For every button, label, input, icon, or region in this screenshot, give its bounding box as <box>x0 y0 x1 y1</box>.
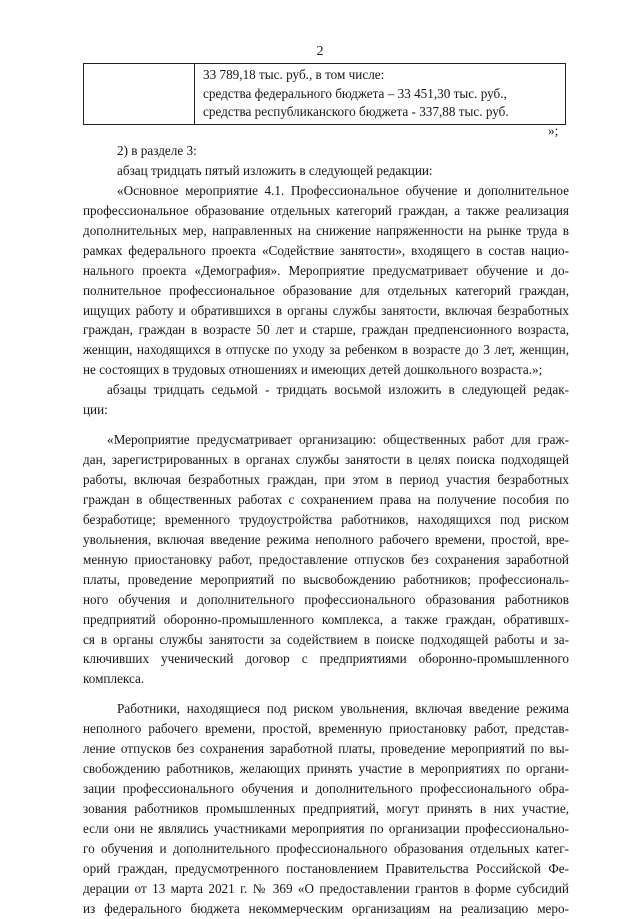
paragraph-line: нального проекта «Демография». Мероприятие предусматривает обучение и до- <box>83 262 569 278</box>
paragraph-line: орий граждан, предусмотренного постановлением Правительства Российской Фе- <box>83 860 569 876</box>
table-row <box>84 64 566 125</box>
paragraph-line: зования работников промышленных предприятий, могут принять в них участие, <box>83 801 569 816</box>
funding-republic-line: средства республиканского бюджета - 337,88 тыс. руб. <box>203 104 509 119</box>
paragraph-line: из федерального бюджета некоммерческим организациям на реализацию меро- <box>83 900 569 916</box>
paragraph-line: Работники, находящиеся под риском увольнения, включая введение режима <box>117 701 569 717</box>
table-funding-cell <box>195 64 566 125</box>
paragraph-line: увольнения, включая введение режима неполного рабочего времени, простой, вре- <box>83 531 569 547</box>
funding-total-line: 33 789,18 тыс. руб., в том числе: <box>203 67 385 82</box>
paragraph-line: не состоящих в трудовых отношениях и имеющих детей дошкольного возраста.»; <box>83 362 543 378</box>
paragraph-line: свобождению работников, желающих принять участие в мероприятиях по органи- <box>83 761 569 777</box>
paragraph-line: платы, проведение мероприятий по высвобождению работников; профессиональ- <box>83 571 569 587</box>
paragraph-line: «Мероприятие предусматривает организацию: общественных работ для граж- <box>107 432 569 448</box>
paragraph-line: если они не являлись участниками мероприятия по организации профессионально- <box>83 820 569 836</box>
paragraph-line: дополнительных мер, направленных на снижение напряженности на рынке труда в <box>83 222 569 238</box>
paragraph-line: ся в органы службы занятости за содействием в поиске подходящей работы и за- <box>83 631 569 647</box>
paragraph-line: «Основное мероприятие 4.1. Профессиональное обучение и дополнительное <box>117 182 569 198</box>
paragraph-line: ключивших ученический договор с предприятиями оборонно-промышленного <box>83 651 569 667</box>
document-body <box>83 141 569 919</box>
paragraph-line: рамках федерального проекта «Содействие занятости», входящего в состав нацио- <box>83 242 569 258</box>
paragraph-line: ищущих работу и обратившихся в органы службы занятости, включая безработных <box>83 302 569 318</box>
instruction-line: абзацы тридцать седьмой - тридцать восьмой изложить в следующей редак- <box>107 382 569 398</box>
paragraph-line: дерации от 13 марта 2021 г. № 369 «О предоставлении грантов в форме субсидий <box>83 880 569 896</box>
instruction-line: абзац тридцать пятый изложить в следующей редакции: <box>117 162 433 178</box>
funding-federal-line: средства федерального бюджета – 33 451,30 тыс. руб., <box>203 85 507 101</box>
paragraph-line: ного обучения и дополнительного профессионального образования работников <box>83 591 569 607</box>
paragraph-line: женщин, находящихся в отпуске по уходу за ребенком в возрасте до 3 лет, женщин, <box>83 342 569 358</box>
paragraph-gap <box>83 689 569 699</box>
paragraph-line: профессиональное образование отдельных категорий граждан, а также реализация <box>83 202 569 218</box>
table-empty-cell <box>84 64 195 125</box>
paragraph-line: менную приостановку работ, предоставление отпусков без сохранения заработной <box>83 551 569 567</box>
paragraph-line: работы, включая безработных граждан, при этом в период участия безработных <box>83 472 569 487</box>
page-number: 2 <box>316 44 324 59</box>
paragraph-line: зации профессионального обучения и дополнительного профессионального обра- <box>83 781 569 797</box>
instruction-line: ции: <box>83 402 108 418</box>
closing-quote-mark: »; <box>548 123 559 138</box>
paragraph-line: неполного рабочего времени, простой, временную приостановку работ, представ- <box>83 721 569 737</box>
paragraph-line: безработице; временного трудоустройства работников, находящихся под риском <box>83 511 569 527</box>
paragraph-line: предприятий оборонно-промышленного комплекса, а также граждан, обратившх- <box>83 611 569 627</box>
paragraph-line: дан, зарегистрированных в органах службы занятости в целях поиска подходящей <box>83 452 569 468</box>
section-point: 2) в разделе 3: <box>117 143 197 158</box>
paragraph-line: комплекса. <box>83 671 145 687</box>
paragraph-gap <box>83 420 569 430</box>
paragraph-line: ление отпусков без сохранения заработной платы, проведение мероприятий по вы- <box>83 741 569 757</box>
paragraph-line: граждан в общественных работах с сохранением права на получение пособия по <box>83 491 569 507</box>
paragraph-line: граждан, граждан в возрасте 50 лет и старше, граждан предпенсионного возраста, <box>83 322 569 338</box>
paragraph-line: го обучения и дополнительного профессионального образования отдельных катег- <box>83 840 569 856</box>
paragraph-line: полнительное профессиональное образование для отдельных категорий граждан, <box>83 282 569 298</box>
funding-table <box>83 63 566 125</box>
